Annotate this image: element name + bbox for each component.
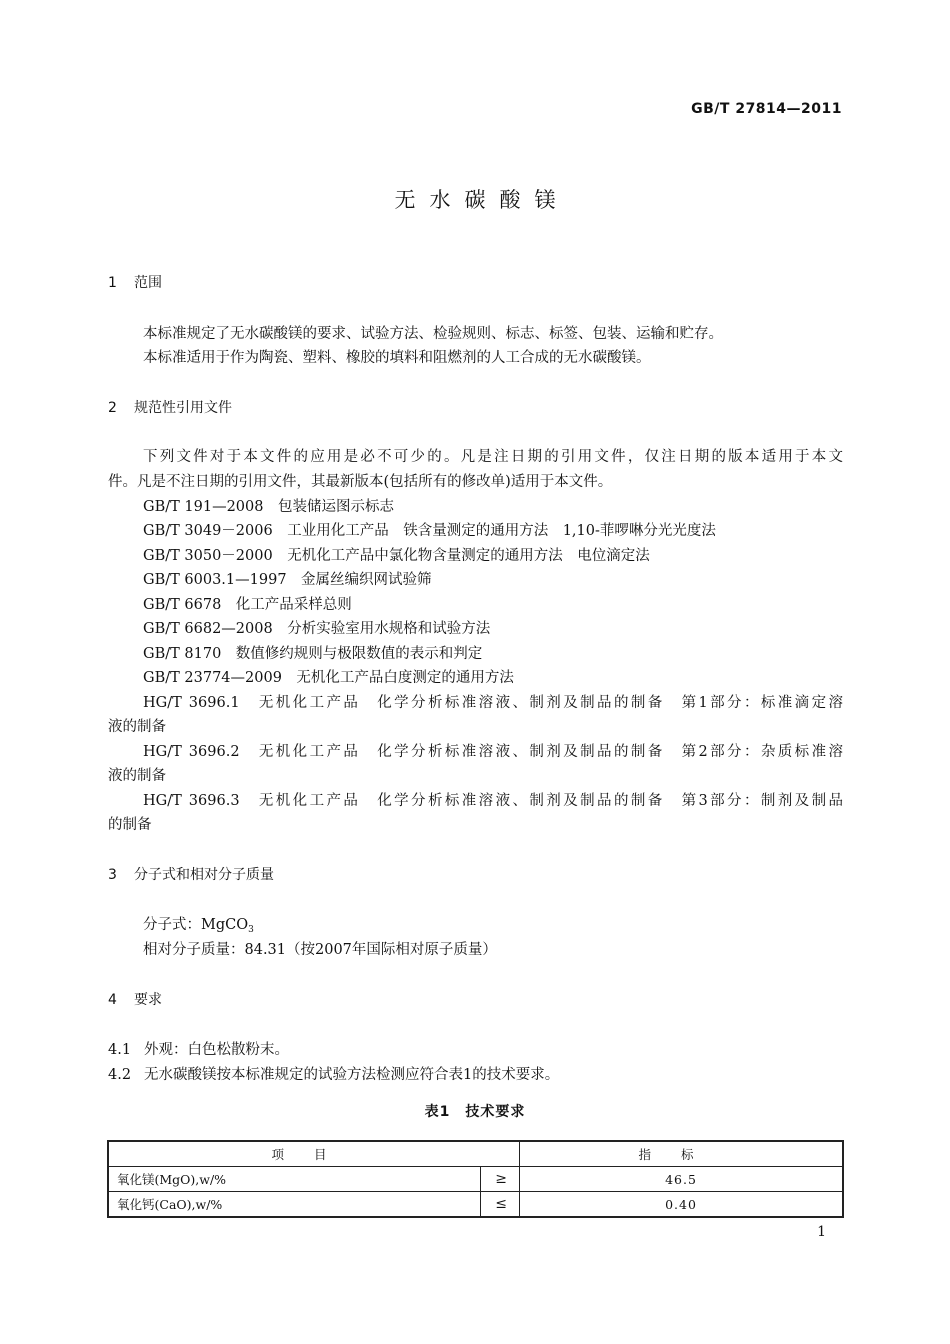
paragraph-line: 件。凡是不注日期的引用文件，其最新版本(包括所有的修改单)适用于本文件。 [108, 474, 613, 490]
row-value: 46.5 [520, 1167, 844, 1192]
section-title: 分子式和相对分子质量 [134, 867, 274, 883]
reference-item: HG/T 3696.2 无机化工产品 化学分析标准溶液、制剂及制品的制备 第2部分：杂质标准溶 [143, 744, 843, 760]
reference-item: GB/T 6678 化工产品采样总则 [143, 597, 352, 613]
reference-item: GB/T 191—2008 包装储运图示标志 [143, 499, 394, 515]
section-title: 范围 [134, 275, 162, 291]
clause-text: 外观：白色松散粉末。 [144, 1042, 289, 1058]
section-number: 2 [108, 400, 117, 416]
reference-item: GB/T 23774—2009 无机化工产品白度测定的通用方法 [143, 670, 514, 686]
reference-item: HG/T 3696.3 无机化工产品 化学分析标准溶液、制剂及制品的制备 第3部分：制剂及制品 [143, 793, 843, 809]
table-row [108, 1192, 843, 1218]
row-value: 0.40 [520, 1192, 844, 1218]
row-comparator: ≥ [481, 1167, 520, 1192]
molecular-formula [143, 913, 254, 935]
section-4-heading [108, 989, 162, 1009]
reference-item-continued: 的制备 [108, 817, 152, 833]
header-index: 指标 [520, 1141, 844, 1167]
reference-item: GB/T 6682—2008 分析实验室用水规格和试验方法 [143, 621, 491, 637]
table-caption: 表1 技术要求 [424, 1104, 526, 1120]
reference-item: HG/T 3696.1 无机化工产品 化学分析标准溶液、制剂及制品的制备 第1部分：标准滴定溶 [143, 695, 843, 711]
section-2-heading [108, 397, 232, 417]
section-title: 要求 [134, 992, 162, 1008]
formula-subscript: 3 [248, 925, 254, 935]
header-item: 项目 [108, 1141, 520, 1167]
formula-text: 分子式：MgCO [143, 917, 249, 933]
clause-4-2 [108, 1063, 559, 1084]
paragraph: 本标准适用于作为陶瓷、塑料、橡胶的填料和阻燃剂的人工合成的无水碳酸镁。 [143, 350, 651, 366]
reference-item: GB/T 6003.1—1997 金属丝编织网试验筛 [143, 572, 432, 588]
reference-item: GB/T 3050－2000 无机化工产品中氯化物含量测定的通用方法 电位滴定法 [143, 548, 650, 564]
section-title: 规范性引用文件 [134, 400, 232, 416]
row-comparator: ≤ [481, 1192, 520, 1218]
clause-number: 4.1 [108, 1042, 132, 1058]
technical-requirements-table [107, 1140, 844, 1218]
reference-item-continued: 液的制备 [108, 768, 166, 784]
row-item: 氧化镁(MgO),w/% [108, 1167, 481, 1192]
clause-4-1 [108, 1038, 289, 1059]
section-1-heading [108, 272, 162, 292]
section-number: 4 [108, 992, 117, 1008]
reference-item: GB/T 8170 数值修约规则与极限数值的表示和判定 [143, 646, 483, 662]
document-title: 无水碳酸镁 [394, 188, 570, 212]
section-number: 3 [108, 867, 117, 883]
reference-item-continued: 液的制备 [108, 719, 166, 735]
table-header-row [108, 1141, 843, 1167]
reference-item: GB/T 3049－2006 工业用化工产品 铁含量测定的通用方法 1,10-菲啰啉分光光度法 [143, 523, 716, 539]
section-number: 1 [108, 275, 117, 291]
molecular-mass: 相对分子质量：84.31（按2007年国际相对原子质量） [143, 942, 497, 958]
table-row [108, 1167, 843, 1192]
clause-number: 4.2 [108, 1067, 132, 1083]
paragraph: 本标准规定了无水碳酸镁的要求、试验方法、检验规则、标志、标签、包装、运输和贮存。 [143, 326, 723, 342]
page-number: 1 [817, 1224, 826, 1240]
clause-text: 无水碳酸镁按本标准规定的试验方法检测应符合表1的技术要求。 [144, 1067, 560, 1083]
paragraph-line: 下列文件对于本文件的应用是必不可少的。凡是注日期的引用文件，仅注日期的版本适用于本文 [143, 449, 843, 465]
row-item: 氧化钙(CaO),w/% [108, 1192, 481, 1218]
standard-number: GB/T 27814—2011 [691, 101, 842, 117]
section-3-heading [108, 864, 274, 884]
